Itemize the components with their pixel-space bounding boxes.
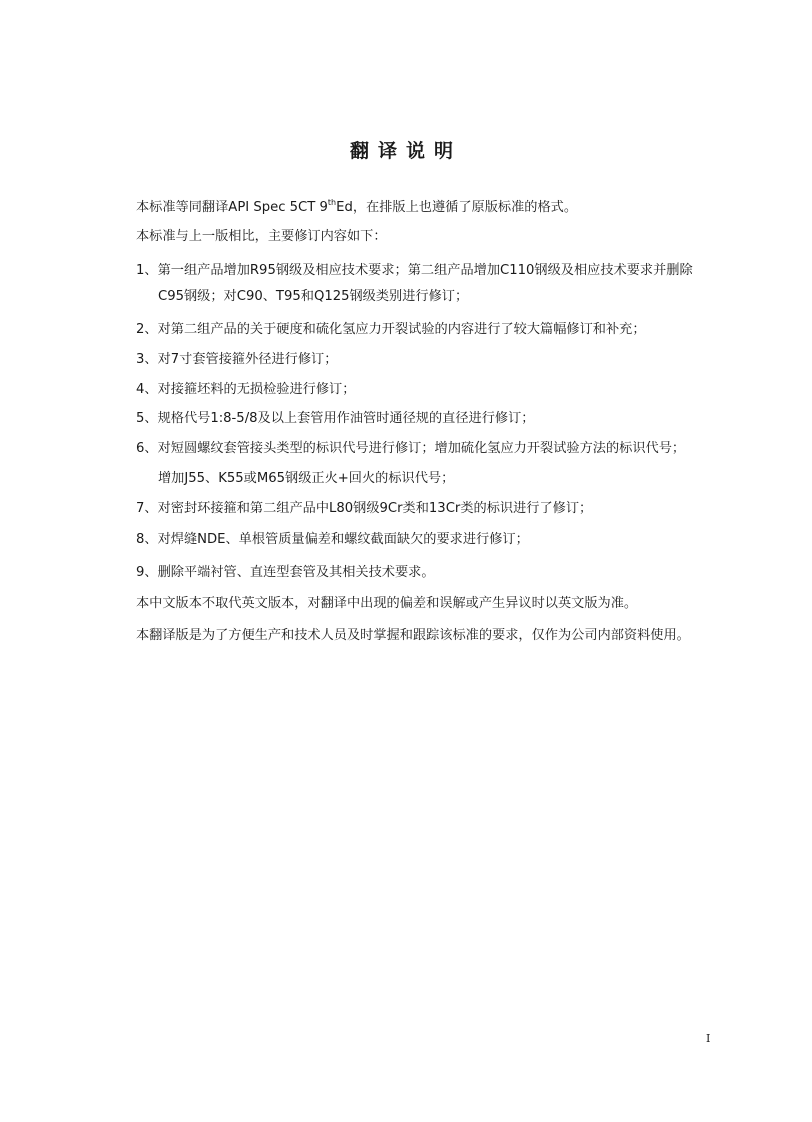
intro-paragraph (136, 194, 736, 217)
list-item-1-continuation: C95钢级；对C90、T95和Q125钢级类别进行修订； (158, 289, 469, 304)
list-item-8: 8、对焊缝NDE、单根管质量偏差和螺纹截面缺欠的要求进行修订； (136, 532, 529, 547)
list-item-5: 5、规格代号1:8-5/8及以上套管用作油管时通径规的直径进行修订； (136, 411, 535, 426)
list-item-3: 3、对7寸套管接箍外径进行修订； (136, 352, 338, 367)
list-item-9: 9、删除平端衬管、直连型套管及其相关技术要求。 (136, 565, 435, 580)
intro-text-pre: 本标准等同翻译API Spec 5CT 9 (136, 200, 328, 215)
list-item-7: 7、对密封环接箍和第二组产品中L80钢级9Cr类和13Cr类的标识进行了修订； (136, 501, 593, 516)
intro-superscript: th (327, 198, 337, 207)
list-item-2: 2、对第二组产品的关于硬度和硫化氢应力开裂试验的内容进行了较大篇幅修订和补充； (136, 322, 646, 337)
note-paragraph-2: 本翻译版是为了方便生产和技术人员及时掌握和跟踪该标准的要求，仅作为公司内部资料使用。 (136, 628, 690, 643)
list-item-1: 1、第一组产品增加R95钢级及相应技术要求；第二组产品增加C110钢级及相应技术要求并删除 (136, 263, 693, 278)
list-item-6: 6、对短圆螺纹套管接头类型的标识代号进行修订；增加硫化氢应力开裂试验方法的标识代号； (136, 441, 686, 456)
list-item-4: 4、对接箍坯料的无损检验进行修订； (136, 382, 356, 397)
list-item-6-continuation: 增加J55、K55或M65钢级正火+回火的标识代号； (158, 471, 455, 486)
page-number: I (706, 1032, 711, 1045)
changes-intro: 本标准与上一版相比，主要修订内容如下： (136, 229, 387, 244)
page-title: 翻译说明 (349, 140, 462, 162)
note-paragraph-1: 本中文版本不取代英文版本，对翻译中出现的偏差和误解或产生异议时以英文版为准。 (136, 596, 638, 611)
intro-text-post: Ed，在排版上也遵循了原版标准的格式。 (336, 200, 578, 215)
